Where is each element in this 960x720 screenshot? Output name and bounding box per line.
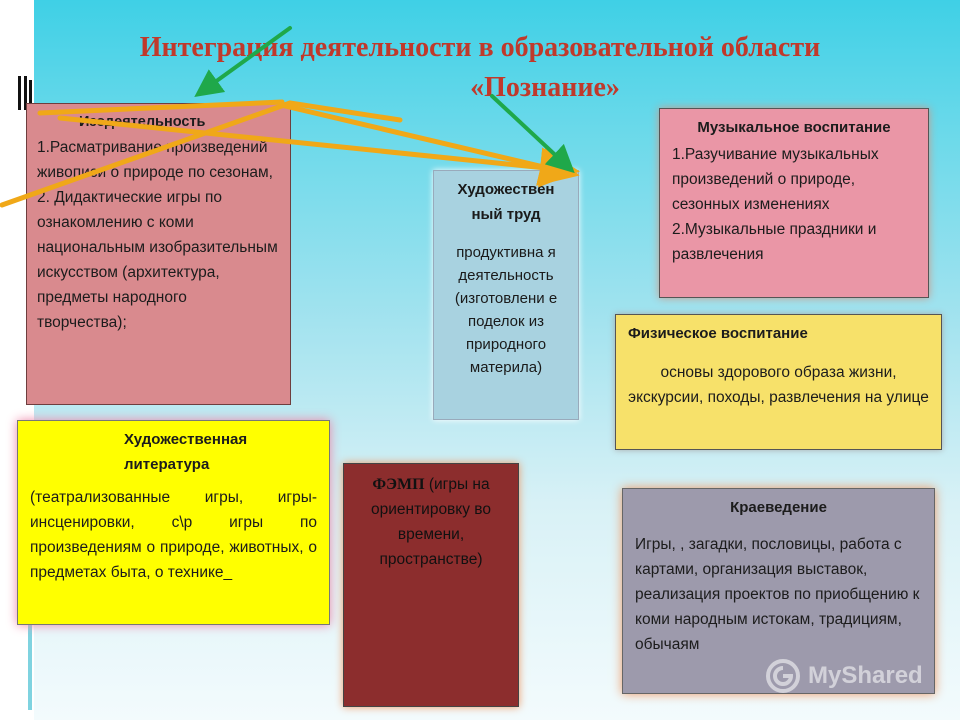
music-heading: Музыкальное воспитание (697, 119, 891, 136)
lit-body: (театрализованные игры, игры-инсценировки, с\р игры по произведениям о природе, животных, о предметах быта, о технике_ (30, 489, 317, 581)
title-line-2: «Познание» (470, 72, 620, 103)
music-body: 1.Разучивание музыкальных произведений о природе, сезонных изменениях 2.Музыкальные праздники и развлечения (672, 146, 879, 263)
watermark-text: MyShared (808, 662, 923, 689)
green-arrows (204, 28, 566, 165)
kraeved-heading: Краеведение (730, 499, 827, 516)
orange-arrow (60, 118, 565, 170)
kraeved-body: Игры, , загадки, пословицы, работа с картами, организация выставок, реализация проектов по приобщению к коми народным истокам, традициям, обычаям (635, 536, 920, 653)
orange-arrow (40, 102, 282, 113)
watermark-logo-icon (766, 659, 800, 693)
izo-body: 1.Расматривание произведений живописи о природе по сезонам, 2. Дидактические игры по ознакомлению с коми национальным изобразительным искусством (архитектура, предметы народного творчества); (37, 139, 278, 331)
title-line-1: Интеграция деятельности в образовательной области (139, 32, 821, 63)
femp-body: (игры на ориентировку во времени, пространстве) (370, 476, 491, 568)
phys-body: основы здорового образа жизни, экскурсии, походы, развлечения на улице (628, 364, 929, 406)
orange-arrows (2, 102, 565, 205)
hud-trud-heading: Художествен ный труд (457, 181, 555, 223)
phys-heading: Физическое воспитание (628, 325, 808, 342)
femp-heading: ФЭМП (372, 476, 425, 493)
green-arrow (492, 96, 566, 165)
hud-trud-body: продуктивна я деятельность (изготовлени е поделок из природного материла) (454, 244, 558, 376)
lit-heading: Художественная литература (124, 431, 248, 473)
green-arrow (204, 28, 290, 90)
izo-heading: Изодеятельность (79, 114, 206, 130)
orange-arrow (2, 103, 290, 205)
orange-arrow (285, 106, 565, 172)
watermark (766, 658, 923, 694)
